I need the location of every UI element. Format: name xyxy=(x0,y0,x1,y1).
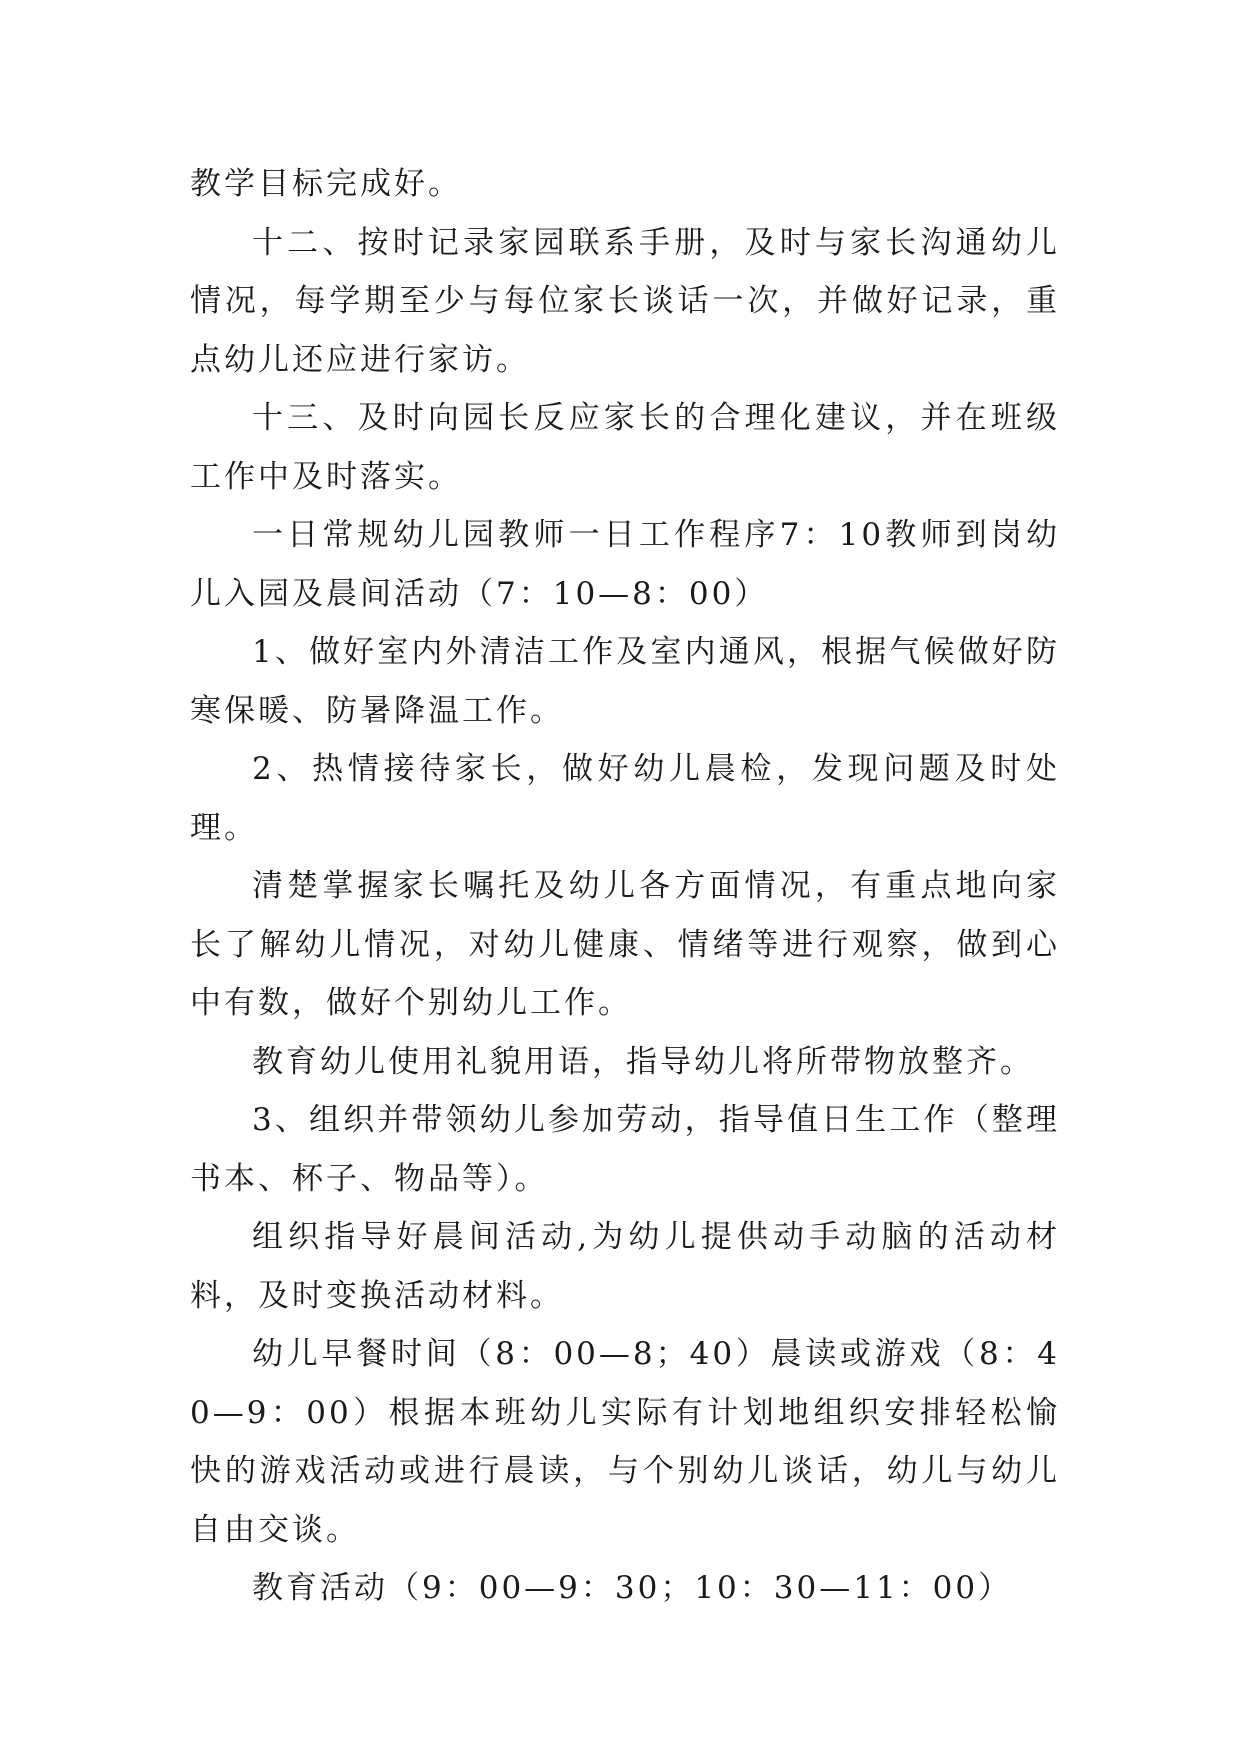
paragraph-12: 教育活动（9：00—9：30；10：30—11：00） xyxy=(252,1570,1013,1606)
paragraph-4: 一日常规幼儿园教师一日工作程序7：10教师到岗幼儿入园及晨间活动（7：10—8：00） xyxy=(190,517,1060,612)
paragraph-6: 2、热情接待家长，做好幼儿晨检，发现问题及时处理。 xyxy=(190,751,1060,846)
paragraph-1: 教学目标完成好。 xyxy=(190,166,462,202)
paragraph-7: 清楚掌握家长嘱托及幼儿各方面情况，有重点地向家长了解幼儿情况，对幼儿健康、情绪等进行观察，做到心中有数，做好个别幼儿工作。 xyxy=(190,868,1060,1021)
paragraph-9: 3、组织并带领幼儿参加劳动，指导值日生工作（整理书本、杯子、物品等）。 xyxy=(190,1102,1060,1197)
paragraph-2: 十二、按时记录家园联系手册，及时与家长沟通幼儿情况，每学期至少与每位家长谈话一次，并做好记录，重点幼儿还应进行家访。 xyxy=(190,224,1060,378)
paragraph-10: 组织指导好晨间活动,为幼儿提供动手动脑的活动材料，及时变换活动材料。 xyxy=(190,1219,1060,1314)
document-body xyxy=(190,155,1060,1618)
paragraph-8: 教育幼儿使用礼貌用语，指导幼儿将所带物放整齐。 xyxy=(252,1043,1034,1080)
paragraph-5: 1、做好室内外清洁工作及室内通风，根据气候做好防寒保暖、防暑降温工作。 xyxy=(190,634,1060,729)
paragraph-11: 幼儿早餐时间（8：00—8；40）晨读或游戏（8：40—9：00）根据本班幼儿实际有计划地组织安排轻松愉快的游戏活动或进行晨读，与个别幼儿谈话，幼儿与幼儿自由交谈。 xyxy=(190,1336,1060,1548)
paragraph-3: 十三、及时向园长反应家长的合理化建议，并在班级工作中及时落实。 xyxy=(190,400,1060,495)
